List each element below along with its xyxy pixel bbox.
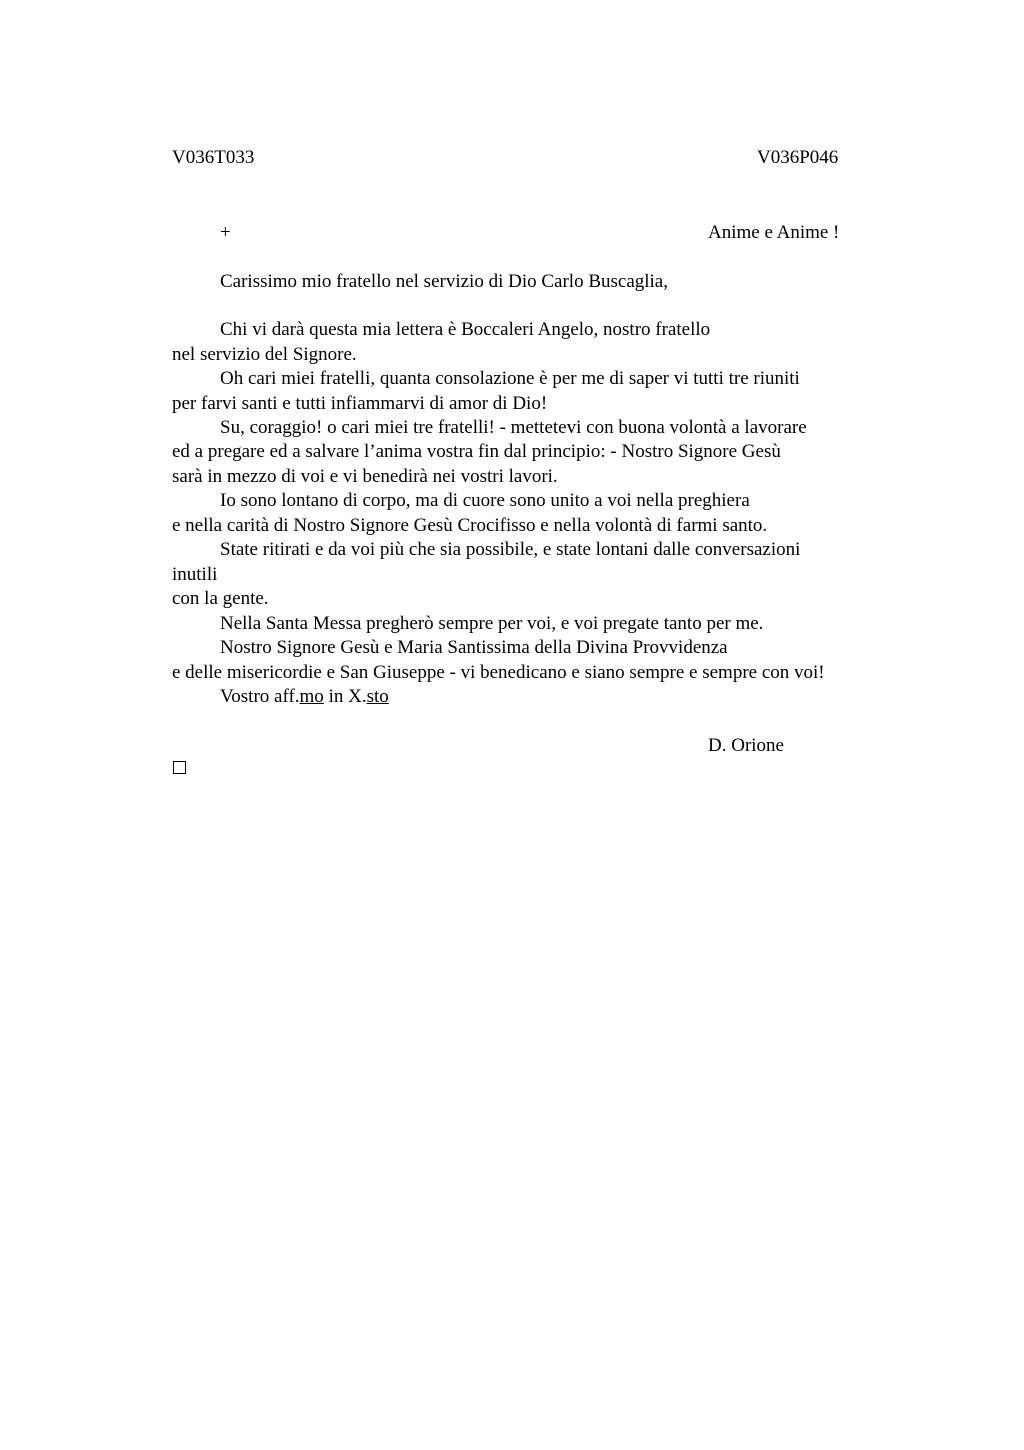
body-line: Io sono lontano di corpo, ma di cuore sono unito a voi nella preghiera: [220, 490, 750, 511]
body-line: ed a pregare ed a salvare l’anima vostra fin dal principio: - Nostro Signore Gesù: [172, 441, 781, 462]
body-line: Nella Santa Messa pregherò sempre per voi, e voi pregate tanto per me.: [220, 613, 764, 634]
closing-middle: in X.: [323, 686, 367, 707]
body-line: Su, coraggio! o cari miei tre fratelli! - mettetevi con buona volontà a lavorare: [220, 417, 807, 438]
body-line: Chi vi darà questa mia lettera è Boccaleri Angelo, nostro fratello: [220, 319, 711, 340]
body-line: nel servizio del Signore.: [172, 344, 357, 365]
body-line: e delle misericordie e San Giuseppe - vi benedicano e siano sempre e sempre con voi!: [172, 662, 825, 683]
checkbox-icon: [173, 761, 186, 774]
doc-code-right: V036P046: [757, 147, 839, 168]
body-line: con la gente.: [172, 588, 269, 609]
body-line: State ritirati e da voi più che sia possibile, e state lontani dalle conversazioni: [220, 539, 801, 560]
salutation: Carissimo mio fratello nel servizio di Dio Carlo Buscaglia,: [220, 271, 668, 292]
motto: Anime e Anime !: [708, 222, 840, 243]
body-line: e nella carità di Nostro Signore Gesù Crocifisso e nella volontà di farmi santo.: [172, 515, 768, 536]
closing-line: [220, 685, 389, 709]
body-line: Nostro Signore Gesù e Maria Santissima della Divina Provvidenza: [220, 637, 728, 658]
body-line: inutili: [172, 564, 218, 585]
cross-symbol: +: [220, 222, 231, 243]
closing-mo: mo: [299, 686, 324, 707]
doc-code-left: V036T033: [172, 147, 255, 168]
closing-sto: sto: [366, 686, 389, 707]
body-line: sarà in mezzo di voi e vi benedirà nei vostri lavori.: [172, 466, 558, 487]
closing-prefix: Vostro aff.: [220, 686, 300, 707]
signature: D. Orione: [708, 735, 784, 756]
body-line: per farvi santi e tutti infiammarvi di amor di Dio!: [172, 393, 548, 414]
body-line: Oh cari miei fratelli, quanta consolazione è per me di saper vi tutti tre riuniti: [220, 368, 800, 389]
